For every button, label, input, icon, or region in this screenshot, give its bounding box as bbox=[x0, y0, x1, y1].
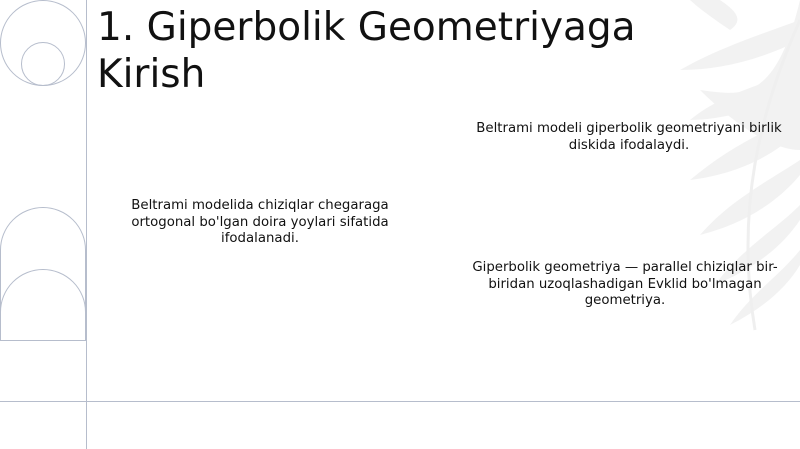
slide-title: 1. Giperbolik Geometriyaga Kirish bbox=[97, 5, 636, 97]
small-circle-outline bbox=[22, 43, 65, 86]
text-block-beltrami-lines: Beltrami modelida chiziqlar chegaraga ortogonal bo'lgan doira yoylari sifatida ifodalanadi. bbox=[131, 198, 389, 246]
lower-arch-outline bbox=[1, 270, 86, 341]
text-block-hyperbolic-definition: Giperbolik geometriya — parallel chiziqlar bir-biridan uzoqlashadigan Evklid bo'lmagan geometriya. bbox=[472, 260, 778, 308]
upper-arch-outline bbox=[1, 208, 86, 341]
text-block-beltrami-disk: Beltrami modeli giperbolik geometriyani birlik diskida ifodalaydi. bbox=[476, 121, 782, 153]
